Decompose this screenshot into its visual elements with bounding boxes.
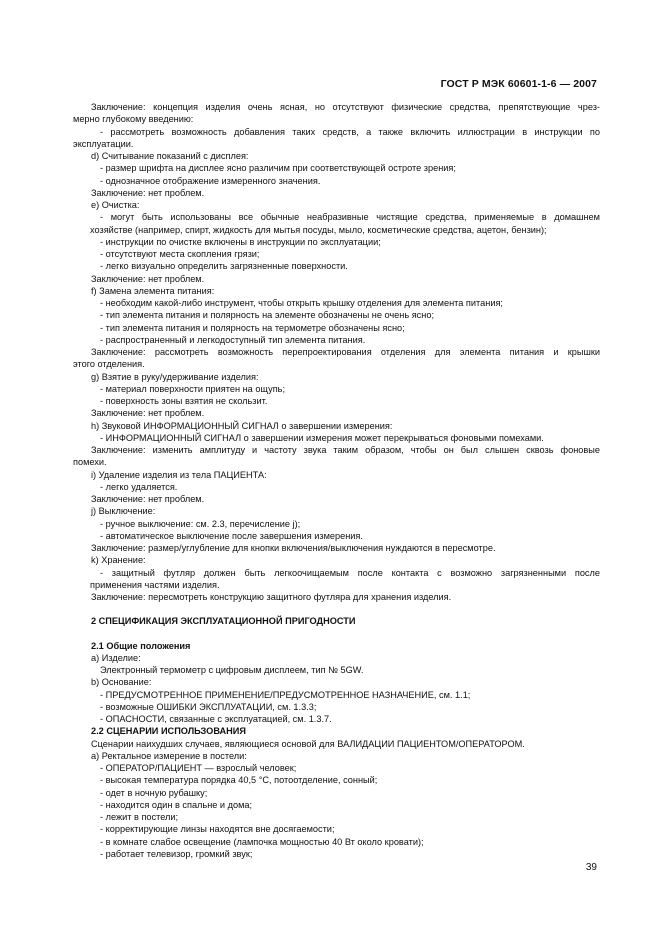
section-heading: 2.1 Общие положения: [91, 640, 191, 651]
text-line: h) Звуковой ИНФОРМАЦИОННЫЙ СИГНАЛ о завершении измерения:: [91, 420, 393, 431]
text-line: хозяйстве (например, спирт, жидкость для мытья посуды, мыло, косметические средства, ацетон, бензин);: [90, 224, 547, 235]
text-line: - материал поверхности приятен на ощупь;: [100, 383, 286, 394]
text-line: - поверхность зоны взятия не скользит.: [100, 396, 268, 406]
text-line: - отсутствуют места скопления грязи;: [100, 249, 260, 259]
text-line: - возможные ОШИБКИ ЭКСПЛУАТАЦИИ, см. 1.3.3;: [100, 701, 317, 712]
text-line: - ОПЕРАТОР/ПАЦИЕНТ — взрослый человек;: [100, 763, 297, 773]
document-body: [73, 101, 600, 860]
spacer: [73, 603, 600, 615]
text-line: Заключение: пересмотреть конструкцию защитного футляра для хранения изделия.: [91, 592, 452, 602]
text-line: a) Изделие:: [91, 652, 141, 663]
text-line: - легко визуально определить загрязненные поверхности.: [100, 261, 348, 272]
text-line: b) Основание:: [91, 677, 152, 688]
text-line: i) Удаление изделия из тела ПАЦИЕНТА:: [91, 469, 267, 480]
text-line: Сценарии наихудших случаев, являющиеся основой для ВАЛИДАЦИИ ПАЦИЕНТОМ/ОПЕРАТОРОМ.: [91, 738, 525, 749]
text-line: - размер шрифта на дисплее ясно различим при соответствующей остроте зрения;: [100, 163, 456, 174]
text-line: - автоматическое выключение после завершения измерения.: [100, 530, 363, 541]
text-line: j) Выключение:: [91, 506, 156, 517]
spacer: [73, 628, 600, 640]
text-line: e) Очистка:: [91, 200, 140, 210]
page-number: 39: [585, 862, 597, 873]
text-line: - однозначное отображение измеренного значения.: [100, 175, 321, 186]
text-line: d) Считывание показаний с дисплея:: [91, 151, 249, 161]
text-line: Заключение: концепция изделия очень ясная, но отсутствуют физические средства, препятствующие чрез-: [91, 102, 600, 112]
text-line: - инструкции по очистке включены в инструкции по эксплуатации;: [100, 236, 381, 247]
text-line: f) Замена элемента питания:: [91, 285, 215, 296]
text-line: - необходим какой-либо инструмент, чтобы открыть крышку отделения для элемента питания;: [100, 298, 503, 308]
text-line: мерно глубокому введению:: [73, 114, 194, 125]
text-line: g) Взятие в руку/удерживание изделия:: [91, 371, 259, 382]
text-line: Заключение: нет проблем.: [91, 273, 205, 284]
text-line: - лежит в постели;: [100, 812, 179, 822]
text-line: - тип элемента питания и полярность на термометре обозначены ясно;: [100, 322, 405, 333]
text-line: k) Хранение:: [91, 555, 146, 566]
text-line: Заключение: нет проблем.: [91, 187, 205, 198]
text-line: Заключение: нет проблем.: [91, 494, 205, 504]
text-line: применения частями изделия.: [90, 579, 220, 590]
text-line: Заключение: рассмотреть возможность перепроектирования отделения для элемента питания и крышки: [91, 347, 600, 357]
text-line: помехи.: [73, 457, 107, 468]
text-line: Электронный термометр с цифровым дисплеем, тип № 5GW.: [100, 665, 364, 675]
document-header: ГОСТ Р МЭК 60601-1-6 — 2007: [440, 78, 597, 90]
text-line: - одет в ночную рубашку;: [100, 787, 208, 798]
text-line: - работает телевизор, громкий звук;: [100, 848, 253, 859]
text-line: - рассмотреть возможность добавления таких средств, а также включить иллюстрации в инструкции по: [100, 126, 600, 137]
text-line: Заключение: размер/углубление для кнопки включения/выключения нуждаются в пересмотре.: [91, 543, 496, 553]
text-line: - ОПАСНОСТИ, связанные с эксплуатацией, см. 1.3.7.: [100, 714, 332, 724]
text-line: - могут быть использованы все обычные неабразивные чистящие средства, применяемые в домашнем: [100, 212, 600, 223]
text-line: - ручное выключение: см. 2.3, перечисление j);: [100, 518, 301, 529]
text-line: - высокая температура порядка 40,5 °C, потоотделение, сонный;: [100, 775, 378, 786]
text-line: a) Ректальное измерение в постели:: [91, 750, 247, 761]
text-line: эксплуатации.: [73, 138, 134, 149]
text-line: - в комнате слабое освещение (лампочка мощностью 40 Вт около кровати);: [100, 836, 424, 847]
text-line: - защитный футляр должен быть легкоочищаемым после контакта с возможно загрязненными после: [100, 567, 600, 578]
text-line: - тип элемента питания и полярность на элементе обозначены не очень ясно;: [100, 310, 435, 321]
text-line: - находится один в спальне и дома;: [100, 799, 253, 810]
text-line: - распространенный и легкодоступный тип элемента питания.: [100, 334, 366, 345]
text-line: этого отделения.: [73, 359, 145, 370]
section-heading: 2 СПЕЦИФИКАЦИЯ ЭКСПЛУАТАЦИОННОЙ ПРИГОДНОСТИ: [91, 616, 356, 627]
text-line: Заключение: нет проблем.: [91, 408, 205, 419]
text-line: - легко удаляется.: [100, 481, 178, 492]
text-line: - ИНФОРМАЦИОННЫЙ СИГНАЛ о завершении измерения может перекрываться фоновыми помехами.: [100, 432, 544, 443]
text-line: - ПРЕДУСМОТРЕННОЕ ПРИМЕНЕНИЕ/ПРЕДУСМОТРЕННОЕ НАЗНАЧЕНИЕ, см. 1.1;: [100, 689, 471, 700]
text-line: Заключение: изменить амплитуду и частоту звука таким образом, чтобы он был слышен сквозь фоновые: [91, 445, 600, 455]
section-heading: 2.2 СЦЕНАРИИ ИСПОЛЬЗОВАНИЯ: [91, 726, 246, 737]
text-line: - корректирующие линзы находятся вне досягаемости;: [100, 824, 335, 835]
